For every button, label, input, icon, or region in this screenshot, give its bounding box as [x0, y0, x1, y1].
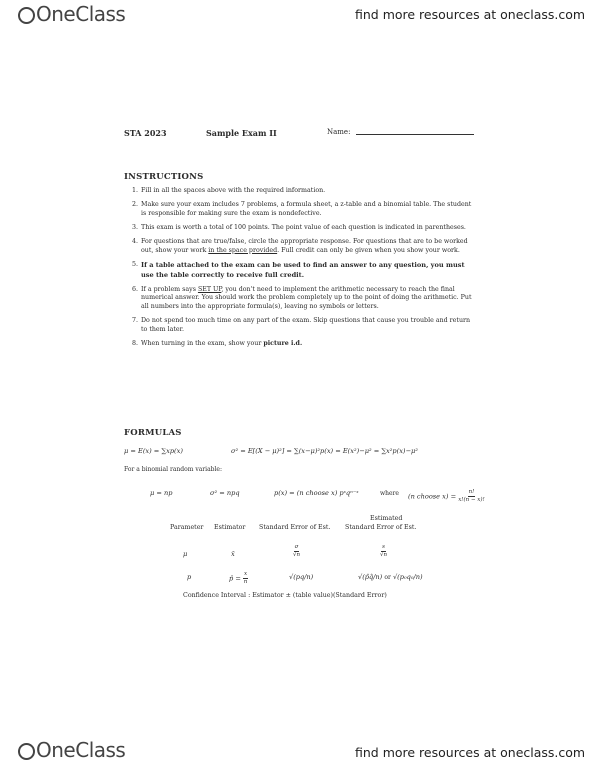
se-table-header-estimated: Estimated	[370, 515, 403, 522]
instruction-item: 1. Fill in all the spaces above with the required information.	[132, 187, 326, 194]
binomial-intro: For a binomial random variable:	[124, 466, 222, 473]
course-code: STA 2023	[124, 128, 167, 138]
instructions-list	[124, 187, 478, 354]
name-field-line[interactable]	[356, 134, 474, 135]
se-table-header-se: Standard Error of Est.	[259, 524, 331, 531]
se-row-mu-estimator: x̄	[231, 550, 235, 558]
instruction-item: 2. Make sure your exam includes 7 problems, a formula sheet, a z-table and a binomial table. The student is responsible for making sure the exam is nondefective.	[132, 201, 472, 217]
instruction-item: 7. Do not spend too much time on any part of the exam. Skip questions that cause you trouble and return to them later.	[132, 317, 471, 333]
mean-formula: μ = E(x) = ∑xp(x)	[124, 447, 183, 455]
logo-ring-icon	[18, 743, 35, 760]
se-table-header-estimator: Estimator	[214, 524, 246, 531]
se-row-p-est-se: √(p̂q̂/n) or √(p₀q₀/n)	[358, 573, 423, 581]
logo-text: OneClass	[36, 738, 126, 762]
instruction-item: 5. If a table attached to the exam can be used to find an answer to any question, you must use the table correctly to receive full credit.	[132, 260, 465, 279]
instruction-item: 6. If a problem says SET UP, you don't need to implement the arithmetic necessary to reach the final numerical answer. You should work the problem completely up to the point of doing the arithmetic. Put all numbers into the appropriate formula(s), leaving no symbols or letters.	[132, 285, 472, 310]
binomial-variance: σ² = npq	[210, 489, 240, 497]
se-row-mu-se: $\frac{\sigma}{√n}$	[293, 544, 301, 558]
instructions-title: INSTRUCTIONS	[124, 172, 204, 182]
se-row-mu-est-se: $\frac{s}{√n}$	[380, 544, 388, 558]
se-table-header-est-se: Standard Error of Est.	[345, 524, 417, 531]
footer-resources-link[interactable]: find more resources at oneclass.com	[355, 745, 586, 760]
instruction-item: 8. When turning in the exam, show your picture i.d.	[132, 339, 303, 347]
logo-ring-icon	[18, 7, 35, 24]
instruction-item: 4. For questions that are true/false, circle the appropriate response. For questions that are to be worked out, show your work in the space provided. Full credit can only be given when you show your work.	[132, 238, 468, 254]
se-table-header-parameter: Parameter	[170, 524, 204, 531]
se-row-p-estimator: p̂ = $\frac{x}{n}$	[229, 571, 248, 585]
se-row-p-se: √(pq/n)	[289, 573, 314, 581]
exam-title: Sample Exam II	[206, 128, 277, 138]
header-resources-link[interactable]: find more resources at oneclass.com	[355, 7, 586, 22]
oneclass-logo-bottom	[18, 738, 125, 762]
se-row-p-parameter: p	[187, 573, 192, 581]
name-label: Name:	[327, 128, 351, 136]
logo-text: OneClass	[36, 2, 126, 26]
where-label: where	[380, 490, 399, 497]
oneclass-logo-top	[18, 2, 125, 26]
se-row-mu-parameter: μ	[183, 550, 188, 558]
choose-definition: (n choose x) = $\frac{n!}{x!(n - x)!}$	[408, 489, 485, 503]
binomial-pmf: p(x) = (n choose x) pˣqⁿ⁻ˣ	[274, 489, 359, 497]
binomial-mean: μ = np	[150, 489, 173, 497]
formulas-title: FORMULAS	[124, 428, 182, 438]
confidence-interval-formula: Confidence Interval : Estimator ± (table value)(Standard Error)	[183, 592, 387, 599]
instruction-item: 3. This exam is worth a total of 100 points. The point value of each question is indicated in parentheses.	[132, 223, 466, 231]
variance-formula: σ² = E[(X − μ)²] = ∑(x−μ)²p(x) = E(x²)−μ² = ∑x²p(x)−μ²	[231, 447, 418, 455]
